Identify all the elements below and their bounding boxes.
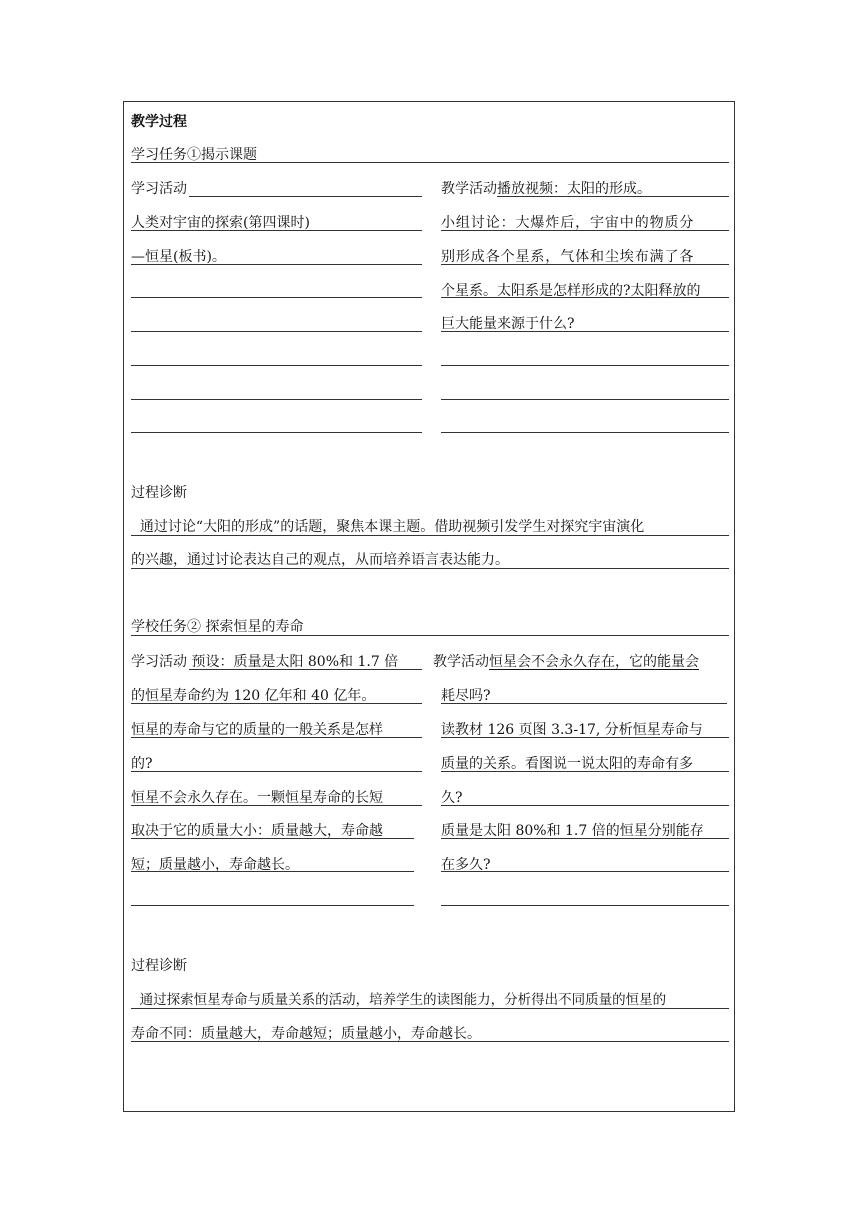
- rule: [131, 535, 729, 536]
- rule: [131, 297, 422, 298]
- rule: [441, 432, 729, 433]
- rule: [131, 264, 422, 265]
- rule: [441, 399, 729, 400]
- rule: [441, 771, 729, 772]
- task2-diagnosis-label: 过程诊断: [131, 958, 187, 974]
- task2-right-line-0: 耗尽吗?: [441, 688, 491, 704]
- task2-title: 探索恒星的寿命: [201, 619, 304, 635]
- task1-right-line-3: 巨大能量来源于什么?: [441, 316, 575, 332]
- rule: [131, 703, 422, 704]
- rule: [189, 669, 422, 670]
- task1-left-line-1: —恒星(板书)。: [131, 249, 226, 265]
- task1-right-line-1: 别形成各个星系，气体和尘埃布满了各: [441, 249, 695, 265]
- rule: [441, 264, 729, 265]
- task2-left-first-text: 预设：质量是太阳 80%和 1.7 倍: [187, 654, 399, 670]
- task1-diagnosis-label: 过程诊断: [131, 485, 187, 501]
- rule: [131, 838, 414, 839]
- rule: [441, 297, 729, 298]
- task1-label: 学习任务①揭示课题: [131, 147, 257, 163]
- rule: [441, 805, 729, 806]
- task2-right-line-5: 在多久?: [441, 857, 491, 873]
- task2-diagnosis-line-1: 寿命不同：质量越大，寿命越短；质量越小，寿命越长。: [131, 1026, 481, 1042]
- task1-right-first-text: 播放视频：太阳的形成。: [497, 181, 651, 197]
- task2-left-line-4: 取决于它的质量大小：质量越大，寿命越: [131, 823, 383, 839]
- rule: [131, 737, 422, 738]
- rule: [441, 838, 729, 839]
- rule: [441, 230, 729, 231]
- task1-right-line-2: 个星系。太阳系是怎样形成的?太阳释放的: [441, 283, 701, 299]
- task2-right-line-4: 质量是太阳 80%和 1.7 倍的恒星分别能存: [441, 823, 704, 839]
- rule: [497, 196, 729, 197]
- rule: [131, 1008, 729, 1009]
- section-title: 教学过程: [131, 114, 187, 130]
- rule: [131, 871, 414, 872]
- rule: [131, 365, 422, 366]
- rule: [441, 331, 729, 332]
- rule: [131, 230, 422, 231]
- rule: [131, 568, 729, 569]
- rule: [131, 635, 729, 636]
- rule: [131, 1041, 729, 1042]
- task2-left-label: 学习活动 预设：质量是太阳 80%和 1.7 倍: [131, 654, 399, 670]
- rule: [131, 805, 422, 806]
- rule: [131, 331, 422, 332]
- task2-left-line-2: 的?: [131, 756, 153, 772]
- task1-underline: [131, 162, 729, 163]
- task1-title: 揭示课题: [201, 147, 257, 163]
- task2-left-line-0: 的恒星寿命约为 120 亿年和 40 亿年。: [131, 688, 376, 704]
- task2-right-line-1: 读教材 126 页图 3.3-17, 分析恒星寿命与: [441, 722, 703, 738]
- task2-diagnosis-line-0: 通过探索恒星寿命与质量关系的活动，培养学生的读图能力，分析得出不同质量的恒星的: [131, 992, 667, 1008]
- task1-right-label: 教学活动播放视频：太阳的形成。: [441, 181, 651, 197]
- rule: [189, 196, 422, 197]
- task2-right-line-3: 久?: [441, 790, 463, 806]
- task2-left-line-3: 恒星不会永久存在。一颗恒星寿命的长短: [131, 790, 383, 806]
- task2-right-line-2: 质量的关系。看图说一说太阳的寿命有多: [441, 756, 693, 772]
- task2-left-line-1: 恒星的寿命与它的质量的一般关系是怎样: [131, 722, 383, 738]
- task2-left-line-5: 短；质量越小，寿命越长。: [131, 857, 299, 873]
- rule: [441, 871, 729, 872]
- task1-diagnosis-line-0: 通过讨论“大阳的形成”的话题，聚焦本课主题。借助视频引发学生对探究宇宙演化: [131, 519, 645, 535]
- rule: [441, 737, 729, 738]
- rule: [131, 771, 422, 772]
- task1-diagnosis-line-1: 的兴趣，通过讨论表达自己的观点，从而培养语言表达能力。: [131, 552, 509, 568]
- rule: [441, 905, 729, 906]
- rule: [131, 905, 414, 906]
- task1-left-line-0: 人类对宇宙的探索(第四课时): [131, 215, 310, 231]
- task1-right-line-0: 小组讨论：大爆炸后，宇宙中的物质分: [441, 215, 695, 231]
- rule: [441, 365, 729, 366]
- task2-right-first-text: 恒星会不会永久存在，它的能量会: [489, 654, 699, 670]
- rule: [131, 399, 422, 400]
- rule: [131, 432, 422, 433]
- task1-left-label: 学习活动: [131, 181, 187, 197]
- task2-label: 学校任务② 探索恒星的寿命: [131, 619, 304, 635]
- rule: [441, 703, 727, 704]
- task2-right-label: 教学活动恒星会不会永久存在，它的能量会: [433, 654, 699, 670]
